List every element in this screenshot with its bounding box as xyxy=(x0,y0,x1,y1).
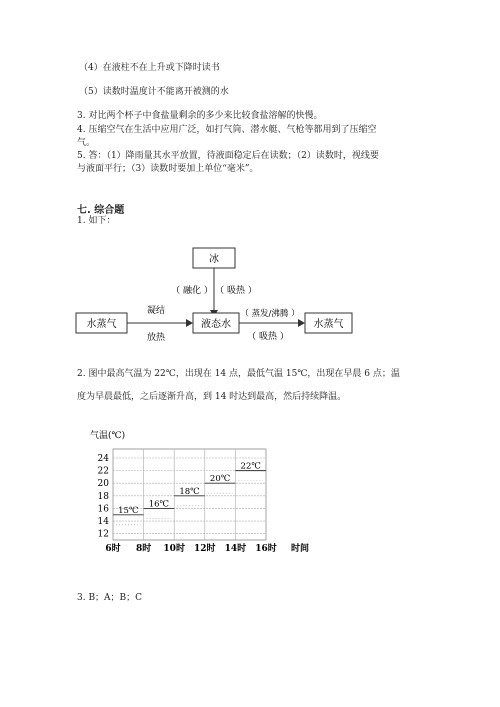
y-tick-label: 24 xyxy=(97,454,109,464)
label-absorb-bottom: （ 吸热 ） xyxy=(247,332,289,342)
temperature-value-label: 16℃ xyxy=(148,499,170,510)
x-tick-label: 12时 xyxy=(194,544,216,554)
temperature-value-label: 20℃ xyxy=(209,474,231,485)
answer-sub5: （5）读数时温度计不能离开被测的水 xyxy=(79,87,229,97)
y-tick-label: 18 xyxy=(97,491,109,502)
answer-q5-line1: 5. 答：（1）降雨量其水平放置，待液面稳定后在读数；（2）读数时，视线要 xyxy=(77,151,379,161)
x-tick-label: 16时 xyxy=(255,544,277,554)
temperature-value-label: 18℃ xyxy=(179,486,200,497)
x-tick-label: 8时 xyxy=(135,544,152,554)
label-vapor-right: 水蒸气 xyxy=(313,319,344,330)
label-absorb-top: （ 吸热 ） xyxy=(215,286,257,296)
x-tick-label: 10时 xyxy=(163,544,185,554)
question-1-label: 1. 如下： xyxy=(77,216,116,226)
label-vapor-left: 水蒸气 xyxy=(86,319,117,330)
label-ice: 冰 xyxy=(209,254,219,265)
label-liquid: 液态水 xyxy=(201,319,231,330)
answer-q4-line1: 4. 压缩空气在生活中应用广泛，如打气筒、潜水艇、气枪等都用到了压缩空 xyxy=(77,125,377,135)
chart-xlabel: 时间 xyxy=(291,544,310,554)
answer-sub4: （4）在液柱不在上升或下降时读书 xyxy=(79,63,220,73)
label-release: 放热 xyxy=(146,333,166,343)
y-tick-label: 16 xyxy=(97,504,109,515)
answer-q5-line2: 与液面平行；（3）读数时要加上单位“毫米”。 xyxy=(77,164,259,174)
answer-q3: 3. 对比两个杯子中食盐量剩余的多少来比较食盐溶解的快慢。 xyxy=(77,111,323,121)
temperature-chart xyxy=(0,423,500,573)
y-tick-label: 20 xyxy=(97,479,109,490)
arrowhead-right-2 xyxy=(298,319,305,327)
y-tick-label: 22 xyxy=(97,466,109,477)
x-tick-label: 6时 xyxy=(105,544,121,554)
y-tick-label: 12 xyxy=(97,529,109,540)
section-title: 七. 综合题 xyxy=(77,205,125,216)
chart-ylabel: 气温(℃) xyxy=(90,431,126,441)
label-evaporate: （ 蒸发/沸腾 ） xyxy=(240,309,300,319)
label-melt: （ 融化 ） xyxy=(171,286,213,296)
answer-q2-line1: 2. 图中最高气温为 22℃，出现在 14 点，最低气温 15℃，出现在早晨 6 点；温 xyxy=(77,369,400,379)
answer-q4-line2: 气。 xyxy=(77,138,96,148)
x-tick-label: 14时 xyxy=(224,544,247,554)
chart-marks xyxy=(113,462,266,525)
phase-change-diagram xyxy=(0,240,500,360)
temperature-value-label: 15℃ xyxy=(118,505,139,516)
y-tick-label: 14 xyxy=(97,517,109,528)
answer-q3-choices: 3. B；A；B；C xyxy=(77,593,143,603)
temperature-value-label: 22℃ xyxy=(240,461,261,472)
answer-q2-line2: 度为早晨最低，之后逐渐升高，到 14 时达到最高，然后持续降温。 xyxy=(77,392,347,402)
label-condense: 凝结 xyxy=(146,306,166,316)
arrowhead-right-1 xyxy=(186,319,193,327)
